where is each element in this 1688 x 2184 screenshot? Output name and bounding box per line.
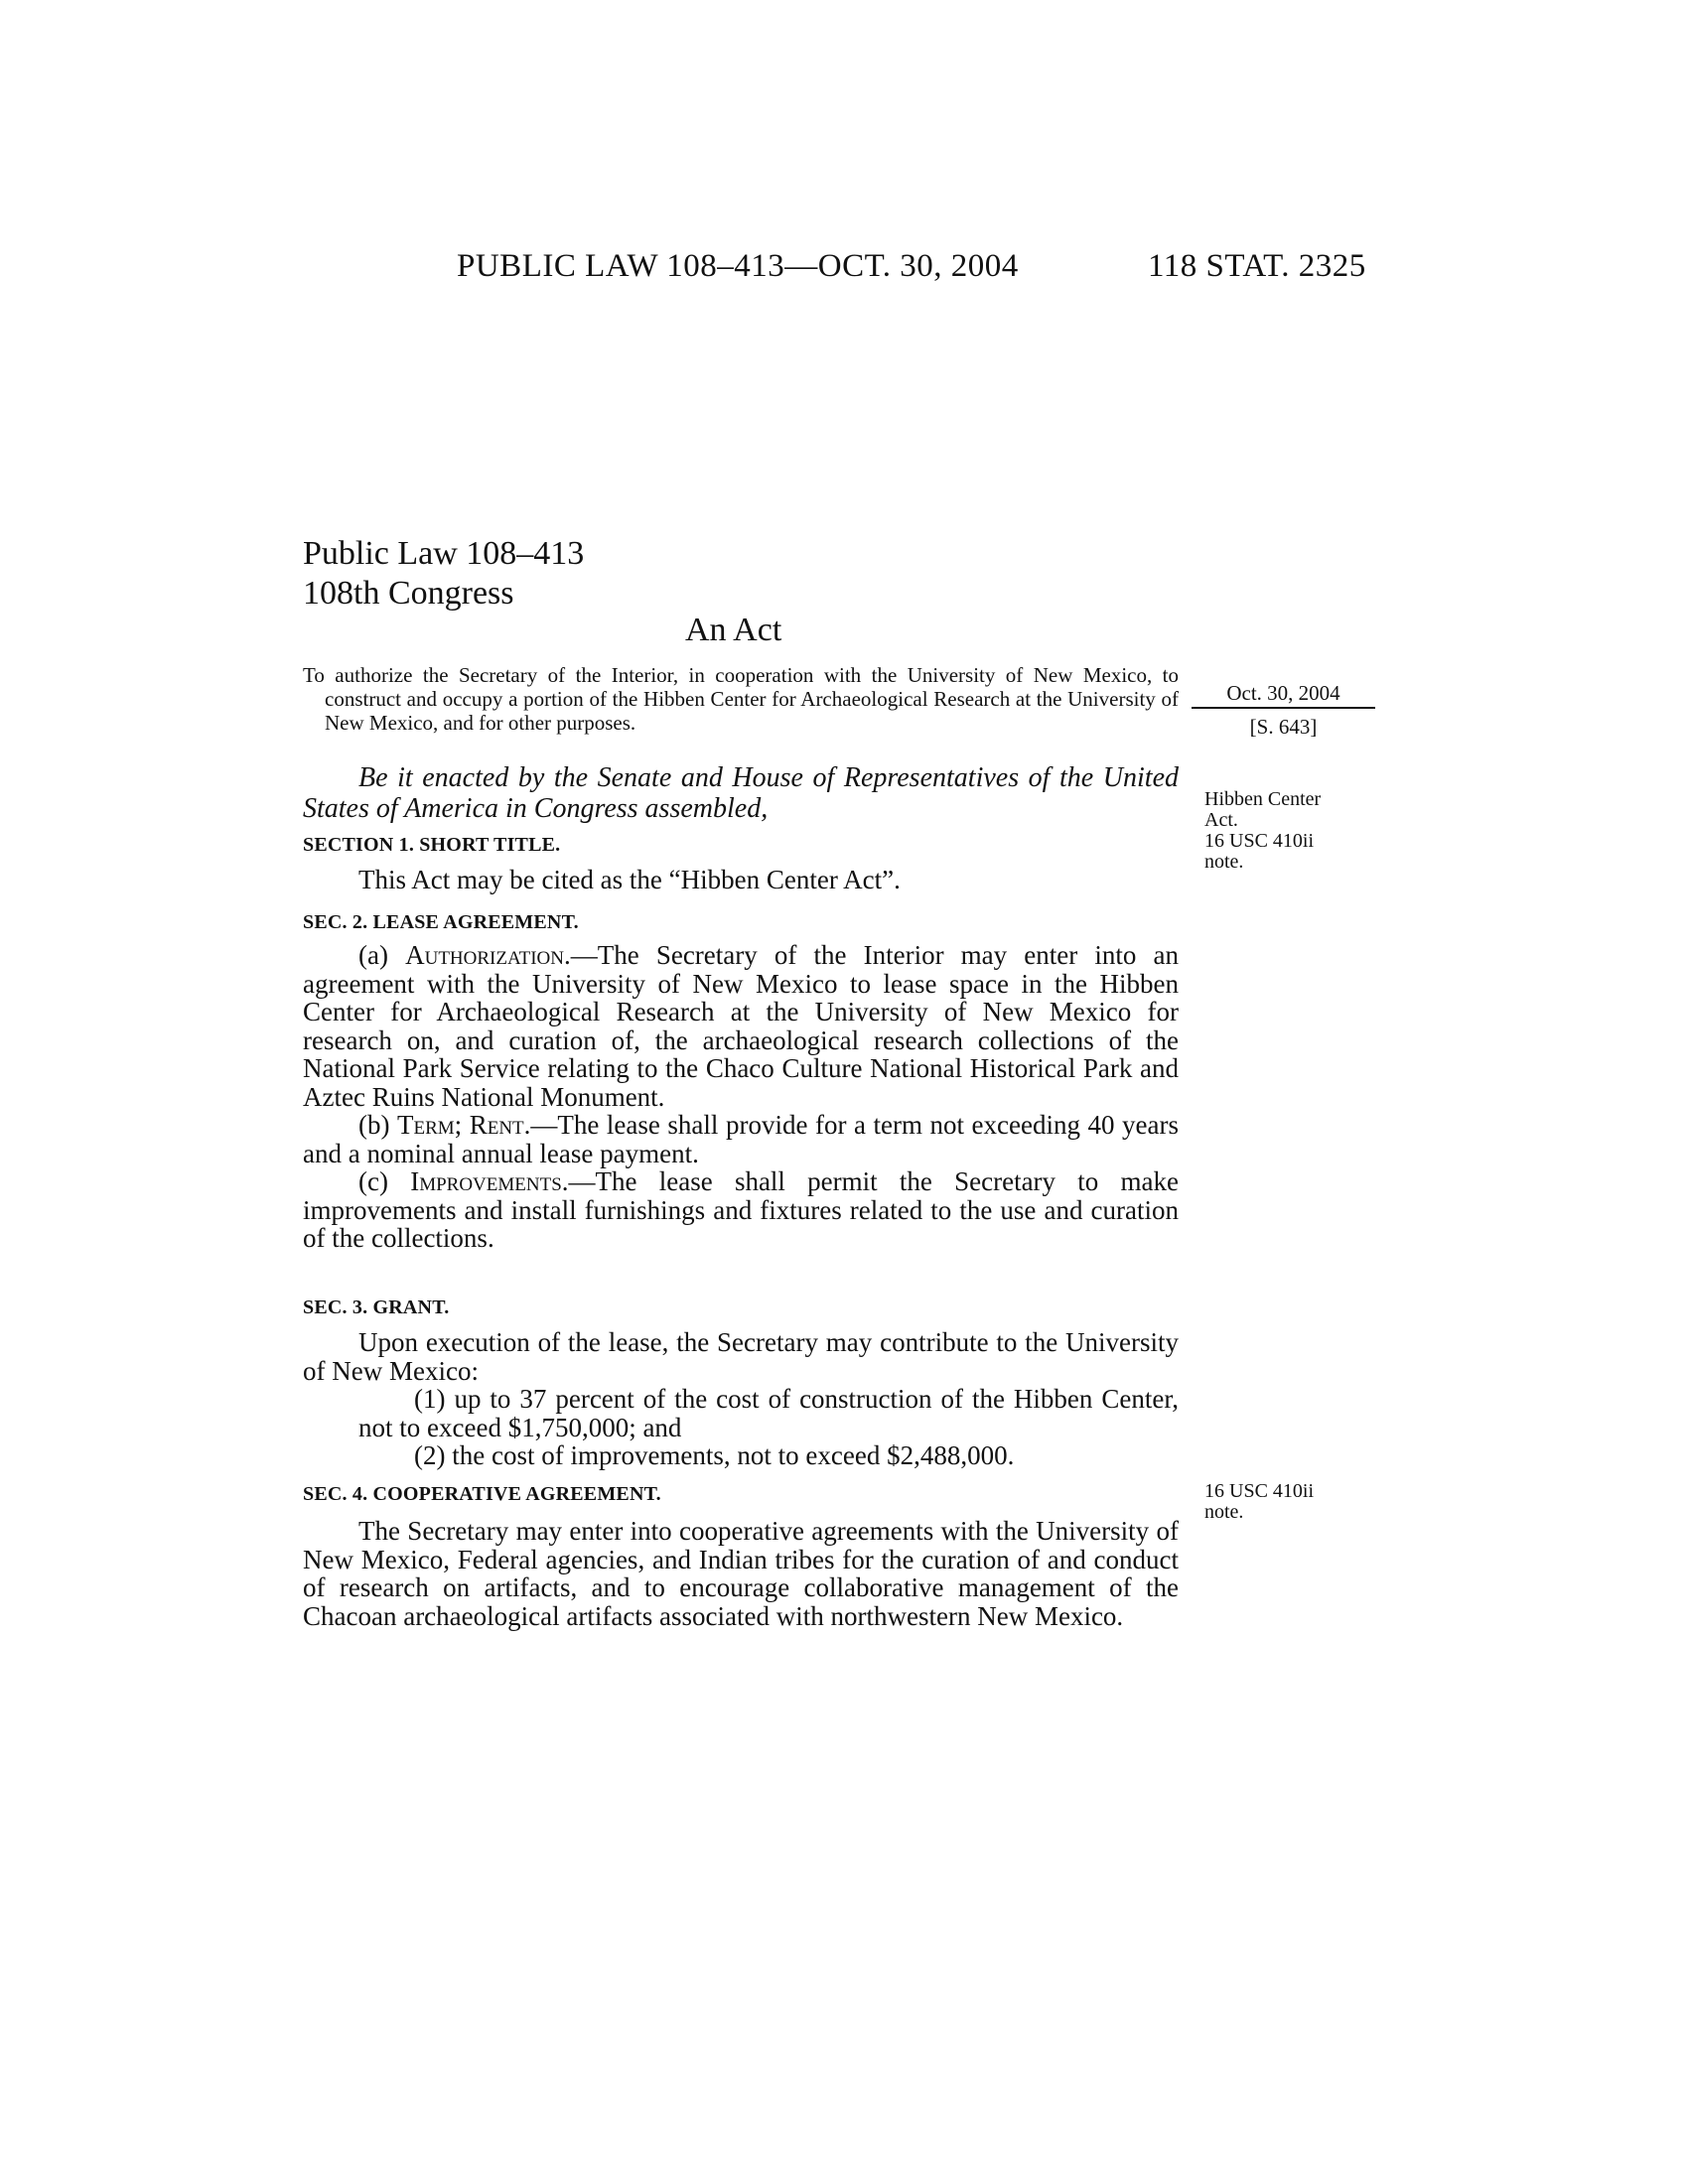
subsection-c-caption: Improvements	[410, 1166, 562, 1196]
section-4-body	[303, 1517, 1179, 1630]
section-1-body	[303, 866, 1179, 894]
subsection-b: (b) Term; Rent.—The lease shall provide for a term not exceeding 40 years and a nominal annual lease payment.	[303, 1110, 1180, 1168]
section-4-text: The Secretary may enter into cooperative agreements with the University of New Mexico, Federal agencies, and Indian tribes for the curation of and conduct of research on artifacts, and to encourage collaborative management of the Chacoan archaeological artifacts associated with northwestern New Mexico.	[303, 1516, 1179, 1631]
section-3-item-2: (2) the cost of improvements, not to exceed $2,488,000.	[414, 1440, 1015, 1470]
margin-note-short-title: Hibben Center Act. 16 USC 410ii note.	[1204, 788, 1322, 873]
margin-date: Oct. 30, 2004	[1226, 681, 1340, 705]
enacting-clause	[303, 762, 1179, 824]
section-3-intro: Upon execution of the lease, the Secretary may contribute to the University of New Mexico:	[303, 1327, 1179, 1386]
section-3-item-1: (1) up to 37 percent of the cost of construction of the Hibben Center, not to exceed $1,750,000; and	[358, 1384, 1179, 1442]
section-2-heading: SEC. 2. LEASE AGREEMENT.	[303, 911, 579, 933]
stat-citation: 118 STAT. 2325	[1148, 248, 1366, 284]
subsection-a: (a) Authorization.—The Secretary of the Interior may enter into an agreement with the University of New Mexico to lease space in the Hibben Center for Archaeological Research at the University of New Mexico for research on, and curation of, the archaeological research collections of the National Park Service relating to the Chaco Culture National Historical Park and Aztec Ruins National Monument.	[303, 940, 1179, 1112]
act-label: An Act	[685, 612, 782, 648]
section-3-body	[303, 1328, 1179, 1470]
purpose-text: To authorize the Secretary of the Interior, in cooperation with the University of New Mexico, to construct and occupy a portion of the Hibben Center for Archaeological Research at the University of New Mexico, and for other purposes.	[303, 663, 1179, 735]
purpose-clause	[303, 663, 1179, 735]
margin-rule	[1192, 707, 1375, 709]
section-1-heading: SECTION 1. SHORT TITLE.	[303, 834, 561, 856]
subsection-a-caption: Authorization	[405, 940, 564, 970]
congress-label: 108th Congress	[303, 575, 514, 612]
subsection-c: (c) Improvements.—The lease shall permit the Secretary to make improvements and install furnishings and fixtures related to the use and curation of the collections.	[303, 1166, 1179, 1253]
enacting-text: Be it enacted by the Senate and House of Representatives of the United States of America in Congress assembled,	[303, 762, 1179, 824]
section-2-body	[303, 941, 1179, 1253]
section-3-heading: SEC. 3. GRANT.	[303, 1297, 450, 1318]
law-number: Public Law 108–413	[303, 535, 585, 572]
running-head-title: PUBLIC LAW 108–413—OCT. 30, 2004	[457, 248, 1019, 284]
subsection-b-caption: Term; Rent	[397, 1110, 524, 1140]
section-4-heading: SEC. 4. COOPERATIVE AGREEMENT.	[303, 1483, 661, 1505]
margin-bill-number: [S. 643]	[1249, 715, 1318, 739]
section-1-text: This Act may be cited as the “Hibben Center Act”.	[358, 865, 901, 894]
margin-note-section-4: 16 USC 410ii note.	[1204, 1480, 1315, 1523]
